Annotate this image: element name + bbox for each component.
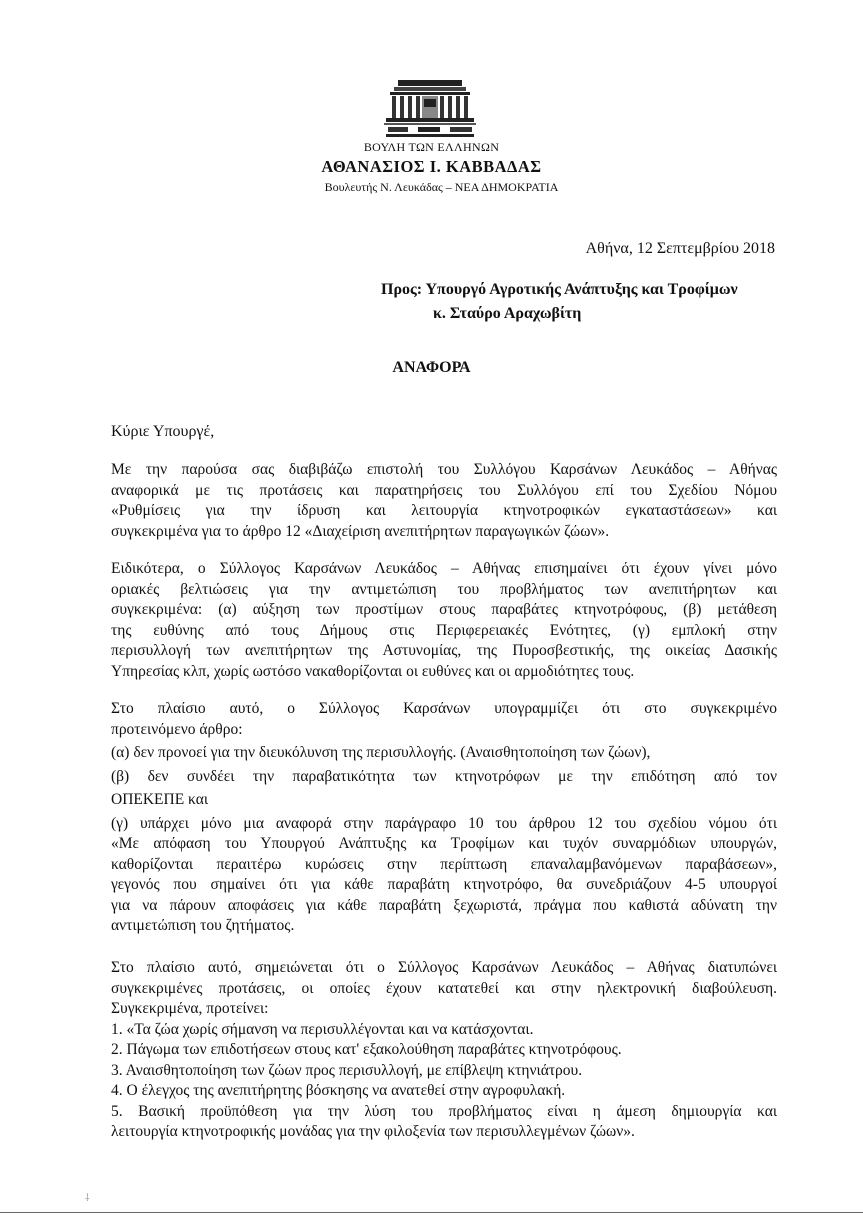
- parliament-emblem-icon: [384, 80, 476, 140]
- parliament-name: ΒΟΥΛΗ ΤΩΝ ΕΛΛΗΝΩΝ: [363, 140, 500, 154]
- scan-mark: ⸸: [85, 1193, 90, 1204]
- mp-role: Βουλευτής Ν. Λευκάδας – ΝΕΑ ΔΗΜΟΚΡΑΤΙΑ: [324, 180, 559, 194]
- paragraph-line: περισυλλογή των ανεπιτήρητων της Αστυνομίας, της Πυροσβεστικής, της οικείας Δασικής: [111, 642, 777, 659]
- paragraph-line: «Ρυθμίσεις για την ίδρυση και λειτουργία κτηνοτροφικών εγκαταστάσεων» και: [111, 502, 777, 519]
- paragraph-line: προτεινόμενο άρθρο:: [111, 720, 243, 738]
- recipient-line-2: κ. Σταύρο Αραχωβίτη: [433, 305, 582, 322]
- paragraph-4: [111, 958, 777, 1143]
- paragraph-line: γεγονός που σημαίνει ότι για κάθε παραβάτη κτηνοτρόφο, θα συνεδριάζουν 4-5 υπουργοί: [111, 876, 777, 893]
- paragraph-3: [111, 699, 777, 937]
- paragraph-line: Συγκεκριμένα, προτείνει:: [111, 1000, 269, 1017]
- list-item: 4. Ο έλεγχος της ανεπιτήρητης βόσκησης να ανατεθεί στην αγροφυλακή.: [111, 1082, 566, 1099]
- recipient-line-1: Προς: Υπουργό Αγροτικής Ανάπτυξης και Τροφίμων: [381, 281, 738, 298]
- paragraph-line: συγκεκριμένες προτάσεις, οι οποίες έχουν κατατεθεί και στην ηλεκτρονική διαβούλευση.: [111, 979, 777, 997]
- paragraph-line: οριακές βελτιώσεις για την αντιμετώπιση του προβλήματος των ανεπιτήρητων και: [111, 580, 777, 598]
- document-title: ΑΝΑΦΟΡΑ: [392, 359, 471, 376]
- document-date: Αθήνα, 12 Σεπτεμβρίου 2018: [585, 240, 775, 257]
- paragraph-line: Στο πλαίσιο αυτό, σημειώνεται ότι ο Σύλλογος Καρσάνων Λευκάδος – Αθήνας διατυπώνει: [111, 959, 777, 976]
- list-item: 5. Βασική προϋπόθεση για την λύση του προβλήματος είναι η άμεση δημιουργία και: [111, 1102, 777, 1120]
- paragraph-line: ΟΠΕΚΕΠΕ και: [111, 791, 209, 808]
- list-item: 3. Αναισθητοποίηση των ζώων προς περισυλλογή, με επίβλεψη κτηνιάτρου.: [111, 1061, 583, 1079]
- list-item: 1. «Τα ζώα χωρίς σήμανση να περισυλλέγονται και να κατάσχονται.: [111, 1020, 534, 1038]
- paragraph-line: «Με απόφαση του Υπουργού Ανάπτυξης κα Τροφίμων και τυχόν συναρμόδιων υπουργών,: [111, 835, 777, 852]
- paragraph-line: Ειδικότερα, ο Σύλλογος Καρσάνων Λευκάδος – Αθήνας επισημαίνει ότι έχουν γίνει μόνο: [111, 560, 777, 577]
- paragraph-line: Με την παρούσα σας διαβιβάζω επιστολή του Συλλόγου Καρσάνων Λευκάδος – Αθήνας: [111, 461, 777, 478]
- mp-name: ΑΘΑΝΑΣΙΟΣ Ι. ΚΑΒΒΑΔΑΣ: [321, 157, 542, 176]
- salutation: Κύριε Υπουργέ,: [111, 423, 215, 440]
- paragraph-line: καθορίζονται περαιτέρω κυρώσεις στην περίπτωση επαναλαμβανόμενων παραβάσεων»,: [111, 855, 777, 873]
- paragraph-2: [111, 559, 777, 682]
- paragraph-line: της ευθύνης από τους Δήμους στις Περιφερειακές Ενότητες, (γ) εμπλοκή στην: [111, 621, 777, 639]
- bottom-rule: [0, 1212, 863, 1213]
- paragraph-line: Υπηρεσίας κλπ, χωρίς ωστόσο νακαθορίζονται οι ευθύνες και οι αρμοδιότητες τους.: [111, 662, 635, 680]
- paragraph-line: αναφορικά με τις προτάσεις και παρατηρήσεις του Συλλόγου επί του Σχεδίου Νόμου: [111, 481, 777, 499]
- paragraph-line: Στο πλαίσιο αυτό, ο Σύλλογος Καρσάνων υπογραμμίζει ότι στο συγκεκριμένο: [111, 700, 777, 717]
- paragraph-line: για να πάρουν αποφάσεις για κάθε παραβάτη ξεχωριστά, πράγμα που καθιστά αδύνατη την: [111, 896, 777, 914]
- paragraph-line: (γ) υπάρχει μόνο μια αναφορά στην παράγραφο 10 του άρθρου 12 του σχεδίου νόμου ότι: [111, 814, 777, 832]
- list-item: 2. Πάγωμα των επιδοτήσεων στους κατ' εξακολούθηση παραβάτες κτηνοτρόφους.: [111, 1041, 622, 1058]
- paragraph-line: (β) δεν συνδέει την παραβατικότητα των κτηνοτρόφων με την επιδότηση από τον: [111, 767, 777, 785]
- list-item: λειτουργία κτηνοτροφικής μονάδας για την φιλοξενία των περισυλλεγμένων ζώων».: [111, 1123, 635, 1140]
- paragraph-line: συγκεκριμένα: (α) αύξηση των προστίμων στους παραβάτες κτηνοτρόφους, (β) μετάθεση: [111, 601, 777, 618]
- paragraph-line: (α) δεν προνοεί για την διευκόλυνση της περισυλλογής. (Αναισθητοποίηση των ζώων),: [111, 744, 651, 761]
- paragraph-1: [111, 460, 777, 542]
- paragraph-line: αντιμετώπιση του ζητήματος.: [111, 917, 295, 934]
- paragraph-line: συγκεκριμένα για το άρθρο 12 «Διαχείριση ανεπιτήρητων παραγωγικών ζώων».: [111, 522, 610, 540]
